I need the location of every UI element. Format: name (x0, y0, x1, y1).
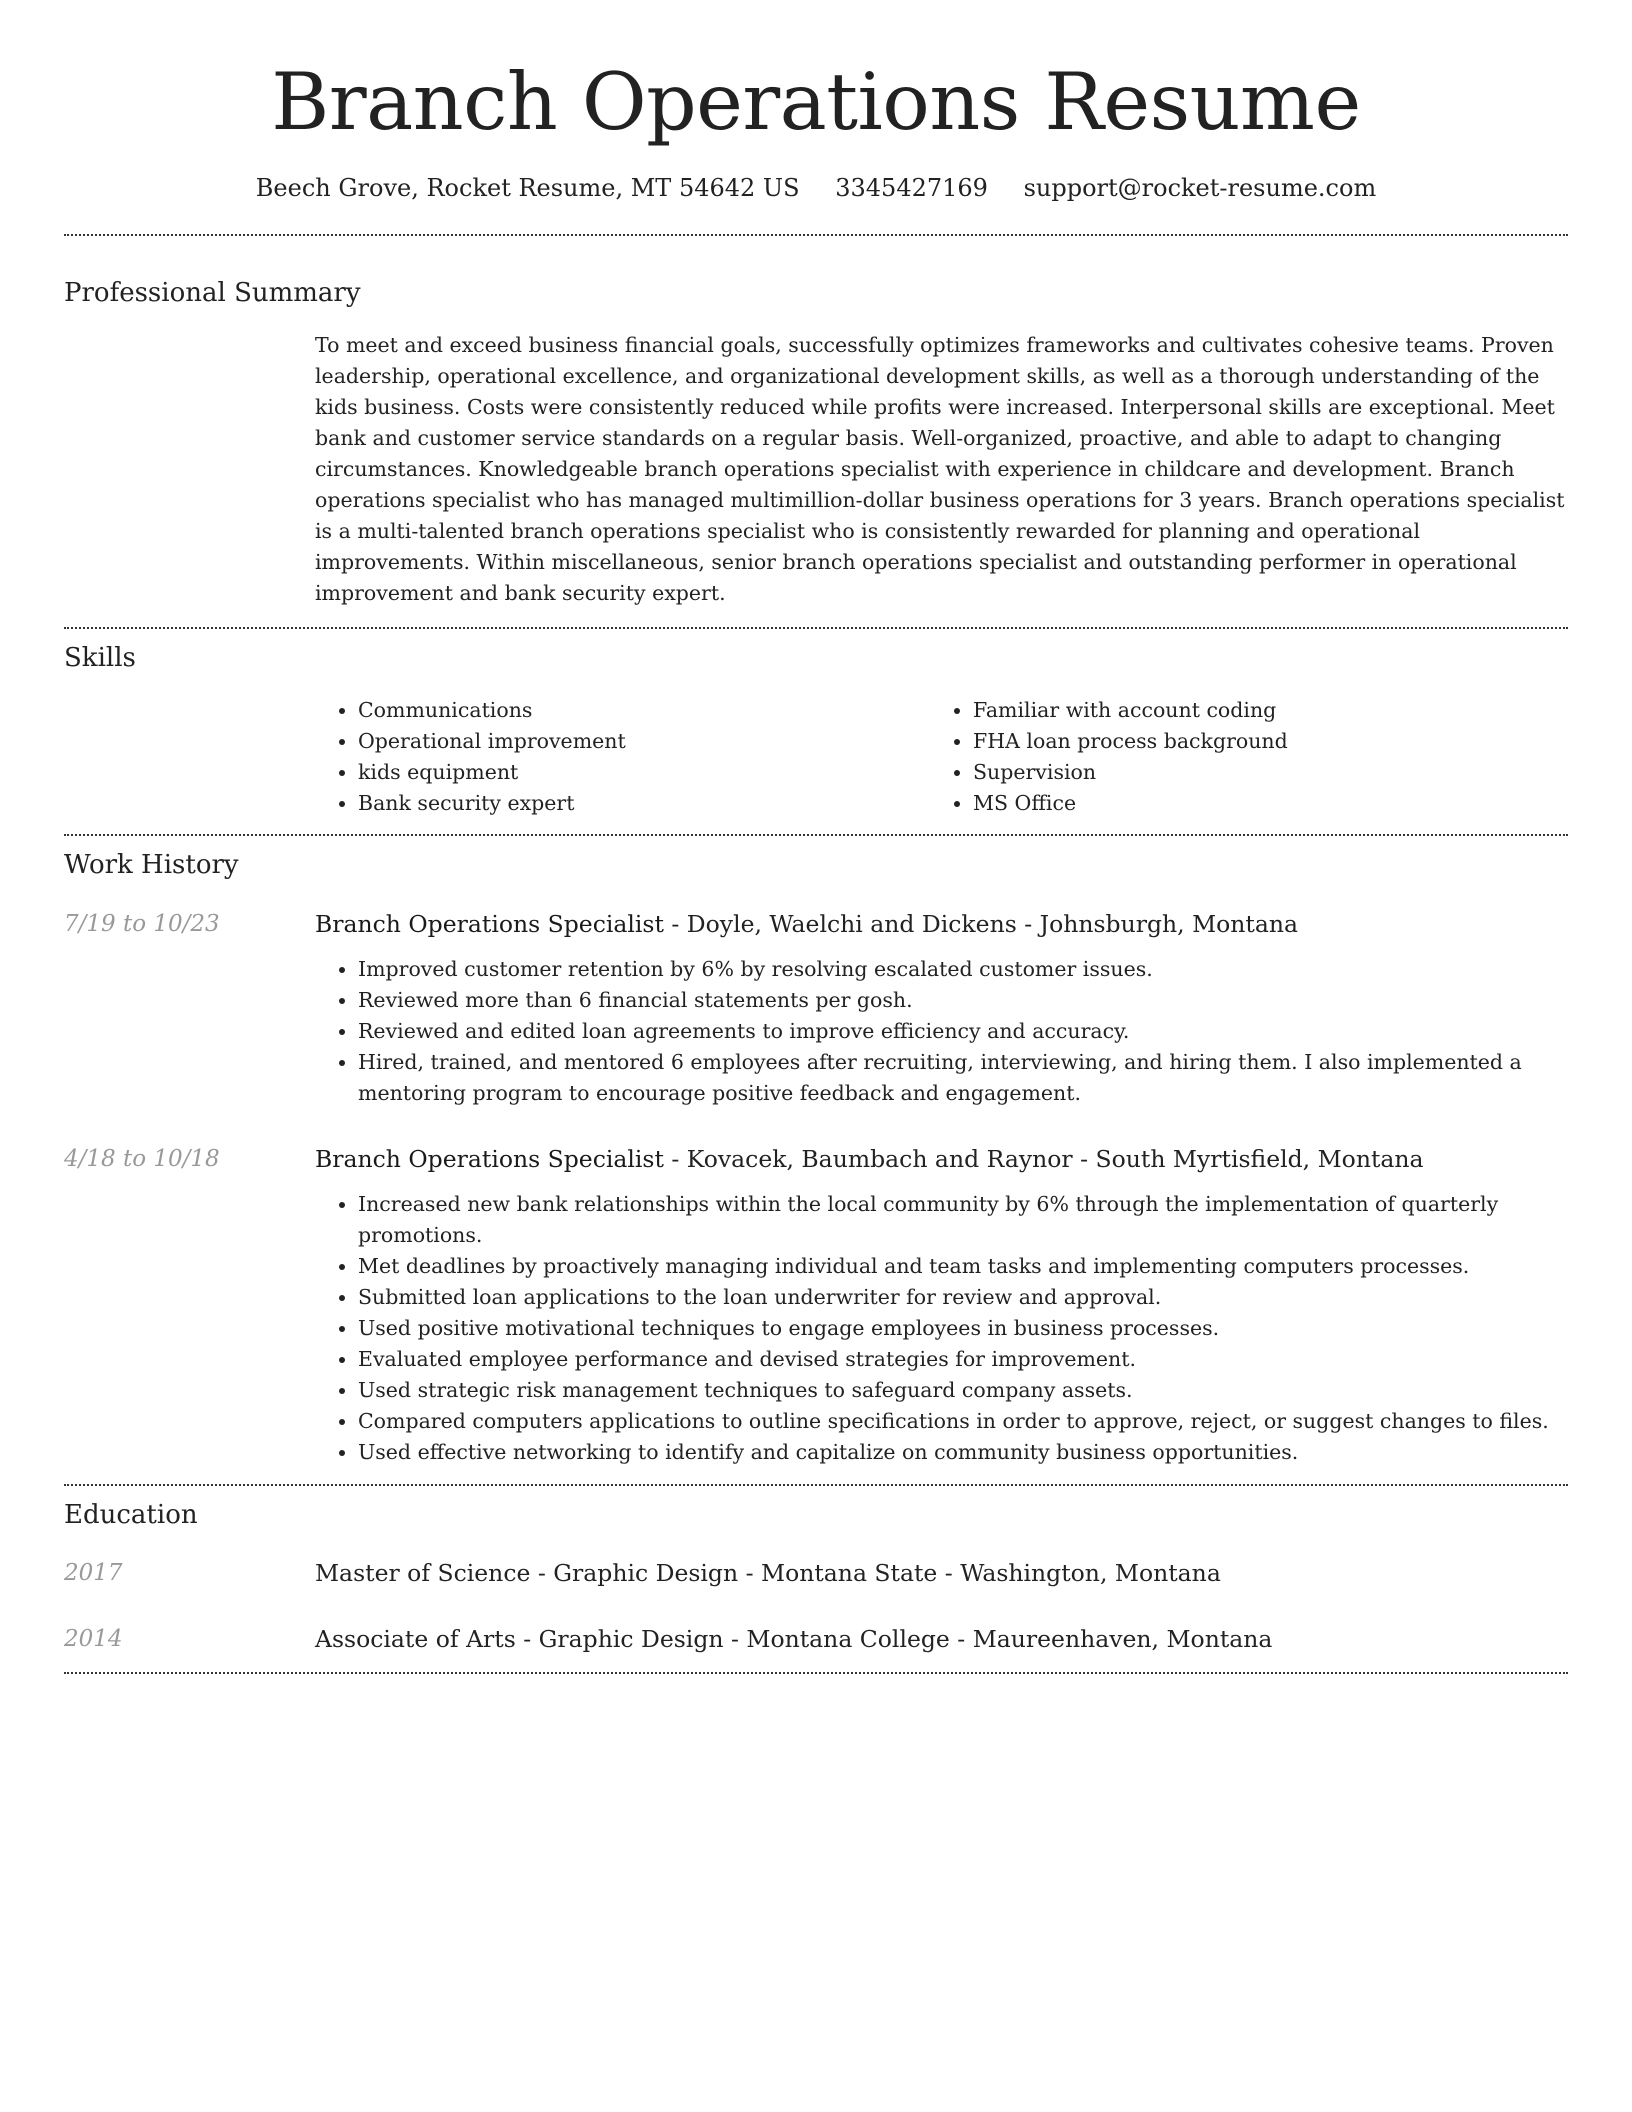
job-company: - Kovacek, Baumbach and Raynor - South Myrtisfield, Montana (663, 1145, 1424, 1173)
job-entry (64, 907, 1568, 1109)
divider (64, 1484, 1568, 1486)
job-body (315, 1142, 1568, 1468)
skills-list (315, 695, 1568, 819)
job-bullet: • Used positive motivational techniques to engage employees in business processes. (358, 1313, 1568, 1344)
summary-text: To meet and exceed business financial goals, successfully optimizes frameworks and cultivates cohesive teams. Proven leadership, operational excellence, and organizational development skills, as well as a thorough understanding of the kids business. Costs were consistently reduced while profits were increased. Interpersonal skills are exceptional. Meet bank and customer service standards on a regular basis. Well-organized, proactive, and able to adapt to changing circumstances. Knowledgeable branch operations specialist with experience in childcare and development. Branch operations specialist who has managed multimillion-dollar business operations for 3 years. Branch operations specialist is a multi-talented branch operations specialist who is consistently rewarded for planning and operational improvements. Within miscellaneous, senior branch operations specialist and outstanding performer in operational improvement and bank security expert. (315, 333, 1565, 605)
education-school: - Montana State - Washington, Montana (738, 1559, 1221, 1587)
education-entry (64, 1556, 1568, 1590)
skill-item: • Familiar with account coding (973, 695, 1545, 726)
job-bullet: • Compared computers applications to outline specifications in order to approve, reject, or suggest changes to files. (358, 1406, 1568, 1437)
skill-item: • Bank security expert (358, 788, 930, 819)
divider (64, 234, 1568, 236)
education-heading (315, 1622, 1272, 1656)
job-position: Branch Operations Specialist (315, 910, 664, 938)
resume-title: Branch Operations Resume (271, 56, 1361, 148)
job-bullets (315, 954, 1568, 1109)
education-year: 2014 (64, 1626, 123, 1652)
job-bullet: • Increased new bank relationships within the local community by 6% through the implementation of quarterly promotions. (358, 1189, 1568, 1251)
job-bullet: • Used strategic risk management techniques to safeguard company assets. (358, 1375, 1568, 1406)
job-bullet: • Reviewed and edited loan agreements to improve efficiency and accuracy. (358, 1016, 1568, 1047)
job-position: Branch Operations Specialist (315, 1145, 664, 1173)
education-school: - Montana College - Maureenhaven, Montana (723, 1625, 1273, 1653)
section-title-summary: Professional Summary (64, 278, 361, 308)
job-company: - Doyle, Waelchi and Dickens - Johnsburgh, Montana (663, 910, 1299, 938)
education-degree: Master of Science - Graphic Design (315, 1559, 739, 1587)
contact-line (64, 172, 1568, 204)
contact-address: Beech Grove, Rocket Resume, MT 54642 US (255, 174, 800, 202)
job-bullet: • Submitted loan applications to the loan underwriter for review and approval. (358, 1282, 1568, 1313)
divider (64, 627, 1568, 629)
skills-column-left (315, 695, 930, 819)
job-entry (64, 1142, 1568, 1468)
contact-email: support@rocket-resume.com (1023, 174, 1377, 202)
skill-item: • FHA loan process background (973, 726, 1545, 757)
section-title-work: Work History (64, 850, 239, 880)
skill-item: • Communications (358, 695, 930, 726)
job-heading (315, 1142, 1568, 1176)
skill-item: • Operational improvement (358, 726, 930, 757)
job-heading (315, 907, 1568, 941)
education-entry (64, 1622, 1568, 1656)
education-degree: Associate of Arts - Graphic Design (315, 1625, 724, 1653)
divider (64, 834, 1568, 836)
section-title-education: Education (64, 1500, 198, 1530)
job-bullet: • Improved customer retention by 6% by resolving escalated customer issues. (358, 954, 1568, 985)
skill-item: • MS Office (973, 788, 1545, 819)
skills-column-right (930, 695, 1545, 819)
contact-phone: 3345427169 (835, 174, 988, 202)
job-body (315, 907, 1568, 1109)
job-bullet: • Hired, trained, and mentored 6 employees after recruiting, interviewing, and hiring them. I also implemented a mentoring program to encourage positive feedback and engagement. (358, 1047, 1568, 1109)
job-dates: 4/18 to 10/18 (64, 1146, 220, 1172)
skill-item: • Supervision (973, 757, 1545, 788)
section-title-skills: Skills (64, 643, 136, 673)
job-bullet: • Evaluated employee performance and devised strategies for improvement. (358, 1344, 1568, 1375)
education-year: 2017 (64, 1560, 123, 1586)
resume-page (64, 0, 1568, 1674)
skill-item: • kids equipment (358, 757, 930, 788)
education-heading (315, 1556, 1221, 1590)
job-bullet: • Met deadlines by proactively managing individual and team tasks and implementing computers processes. (358, 1251, 1568, 1282)
job-bullets (315, 1189, 1568, 1468)
job-bullet: • Used effective networking to identify and capitalize on community business opportunities. (358, 1437, 1568, 1468)
job-bullet: • Reviewed more than 6 financial statements per gosh. (358, 985, 1568, 1016)
divider (64, 1672, 1568, 1674)
job-dates: 7/19 to 10/23 (64, 911, 220, 937)
